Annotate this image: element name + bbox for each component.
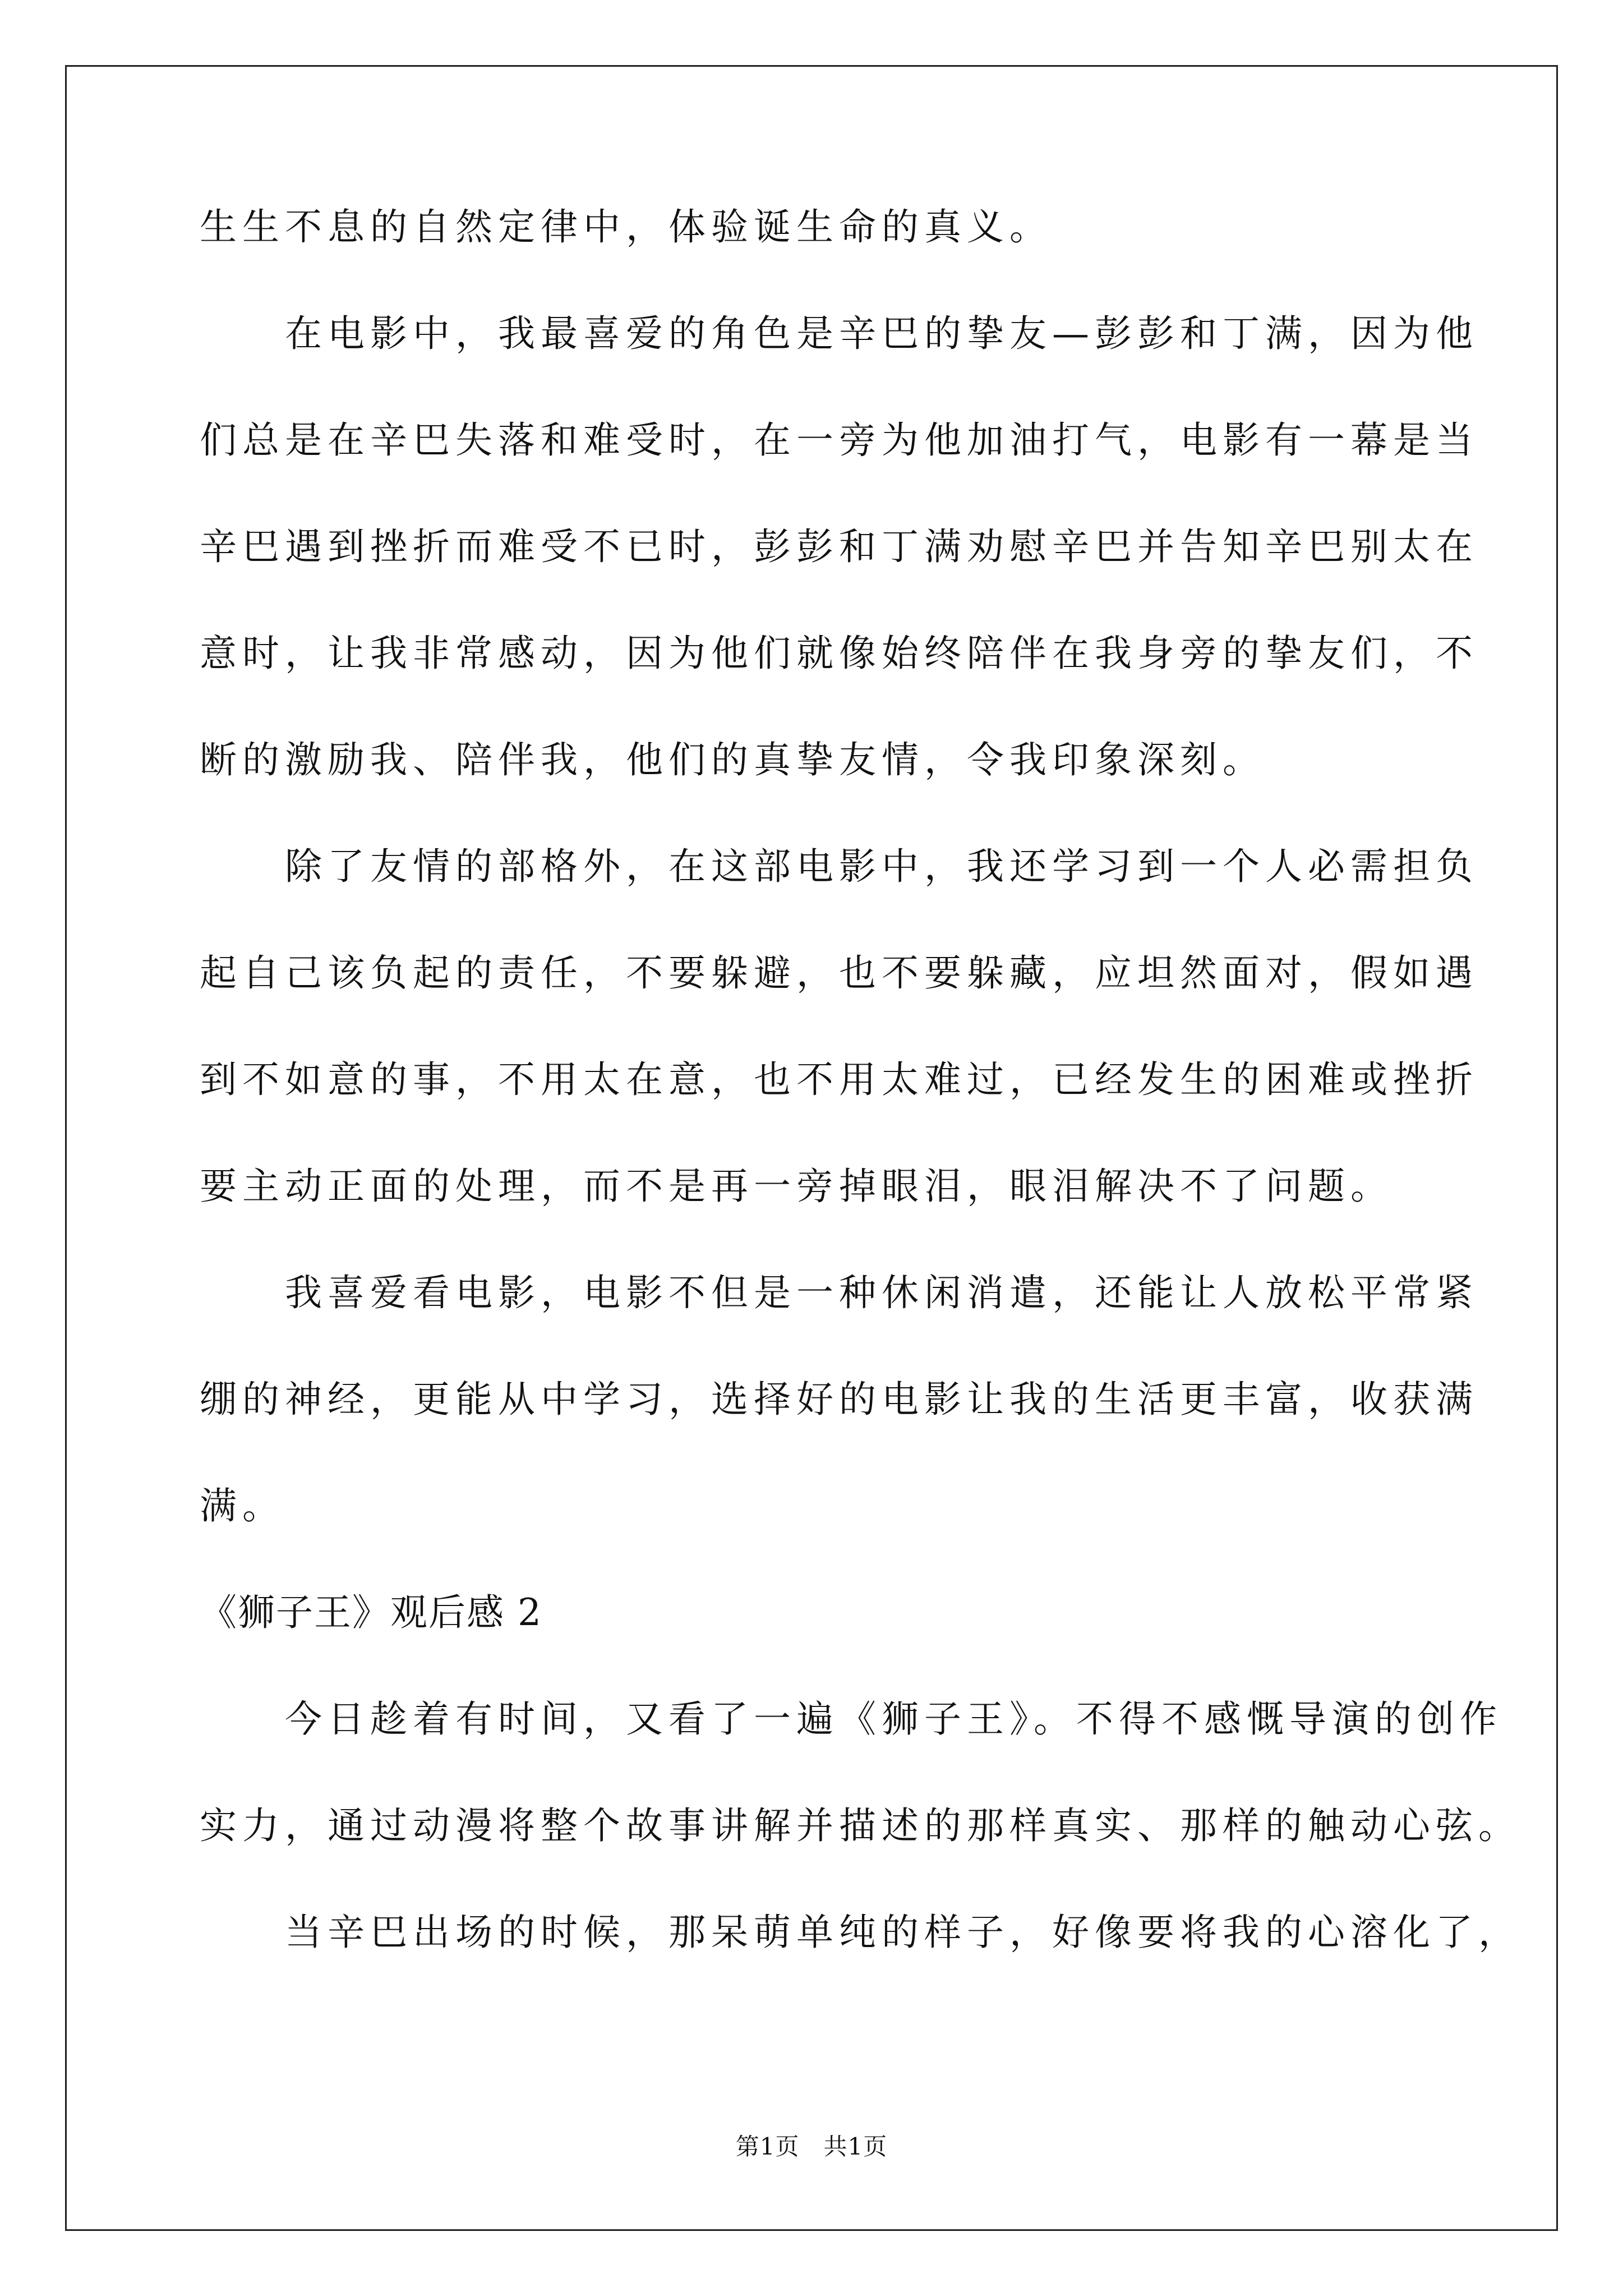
text-line: 实力，通过动漫将整个故事讲解并描述的那样真实、那样的触动心弦。: [200, 1804, 1521, 1847]
text-line: 们总是在辛巴失落和难受时，在一旁为他加油打气，电影有一幕是当: [200, 418, 1478, 462]
text-line: 在电影中，我最喜爱的角色是辛巴的挚友—彭彭和丁满，因为他: [285, 312, 1478, 355]
text-line: 意时，让我非常感动，因为他们就像始终陪伴在我身旁的挚友们，不: [200, 632, 1478, 675]
text-line: 我喜爱看电影，电影不但是一种休闲消遣，还能让人放松平常紧: [285, 1271, 1478, 1314]
page-footer: 第1页 共1页: [735, 2133, 888, 2160]
text-line: 当辛巴出场的时候，那呆萌单纯的样子，好像要将我的心溶化了，: [285, 1911, 1521, 1954]
text-line: 今日趁着有时间，又看了一遍《狮子王》。不得不感慨导演的创作: [285, 1697, 1502, 1741]
text-line: 起自己该负起的责任，不要躲避，也不要躲藏，应坦然面对，假如遇: [200, 951, 1478, 995]
text-line: 断的激励我、陪伴我，他们的真挚友情，令我印象深刻。: [200, 738, 1265, 781]
section-heading: 《狮子王》观后感 2: [200, 1591, 542, 1634]
page-border: [65, 65, 1558, 2231]
text-line: 满。: [200, 1484, 285, 1527]
text-line: 生生不息的自然定律中，体验诞生命的真义。: [200, 205, 1052, 249]
text-line: 辛巴遇到挫折而难受不已时，彭彭和丁满劝慰辛巴并告知辛巴别太在: [200, 525, 1478, 568]
text-line: 到不如意的事，不用太在意，也不用太难过，已经发生的困难或挫折: [200, 1058, 1478, 1101]
text-line: 要主动正面的处理，而不是再一旁掉眼泪，眼泪解决不了问题。: [200, 1165, 1393, 1208]
text-line: 除了友情的部格外，在这部电影中，我还学习到一个人必需担负: [285, 845, 1478, 888]
text-line: 绷的神经，更能从中学习，选择好的电影让我的生活更丰富，收获满: [200, 1378, 1478, 1421]
